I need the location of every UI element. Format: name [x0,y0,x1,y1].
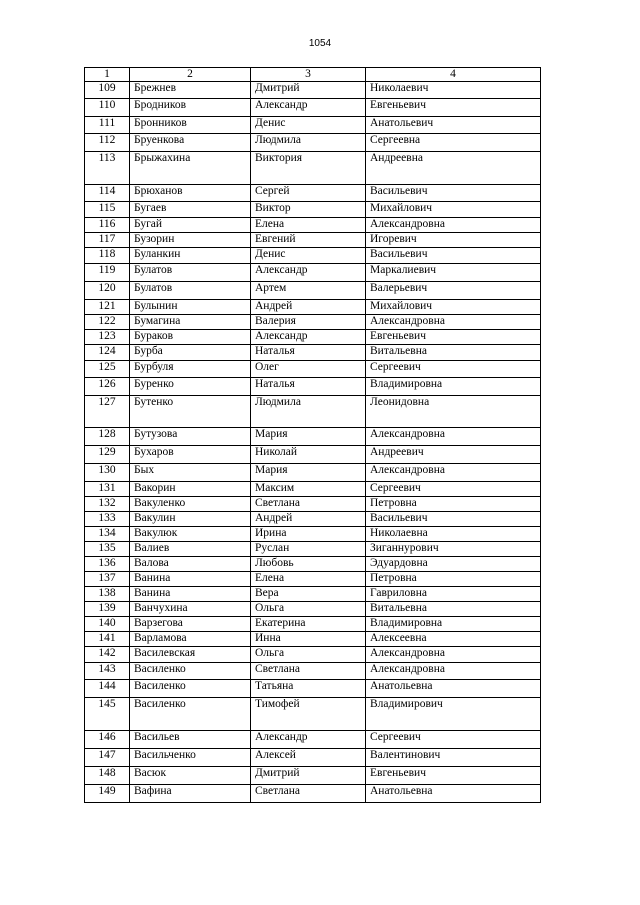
first-name-cell: Мария [251,464,366,482]
first-name-cell: Андрей [251,300,366,315]
patronymic-cell: Васильевич [366,512,541,527]
first-name-cell: Дмитрий [251,767,366,785]
table-row [85,330,541,345]
row-number: 110 [85,99,130,117]
patronymic-cell: Валерьевич [366,282,541,300]
first-name-cell: Ольга [251,602,366,617]
table-row [85,428,541,446]
surname-cell: Брежнев [130,82,251,99]
first-name-cell: Елена [251,572,366,587]
patronymic-cell: Александровна [366,647,541,663]
first-name-cell: Сергей [251,185,366,202]
patronymic-cell: Васильевич [366,248,541,264]
surname-cell: Булатов [130,264,251,282]
first-name-cell: Валерия [251,315,366,330]
surname-cell: Бураков [130,330,251,345]
row-number: 111 [85,117,130,134]
row-number: 145 [85,698,130,731]
surname-cell: Бурба [130,345,251,361]
patronymic-cell: Евгеньевич [366,330,541,345]
surname-cell: Бруенкова [130,134,251,152]
patronymic-cell: Анатольевич [366,117,541,134]
table-row [85,617,541,632]
first-name-cell: Любовь [251,557,366,572]
table-row [85,542,541,557]
surname-cell: Бронников [130,117,251,134]
patronymic-cell: Евгеньевич [366,99,541,117]
first-name-cell: Александр [251,731,366,749]
row-number: 141 [85,632,130,647]
patronymic-cell: Васильевич [366,185,541,202]
column-header-2: 2 [130,68,251,82]
table-row [85,482,541,497]
row-number: 137 [85,572,130,587]
first-name-cell: Инна [251,632,366,647]
patronymic-cell: Леонидовна [366,396,541,428]
table-row [85,99,541,117]
surname-cell: Ванчухина [130,602,251,617]
first-name-cell: Олег [251,361,366,378]
column-header-3: 3 [251,68,366,82]
surname-cell: Вакулюк [130,527,251,542]
table-row [85,557,541,572]
table-row [85,698,541,731]
row-number: 139 [85,602,130,617]
table-row [85,632,541,647]
table-row [85,464,541,482]
first-name-cell: Мария [251,428,366,446]
first-name-cell: Тимофей [251,698,366,731]
row-number: 147 [85,749,130,767]
surname-cell: Бутузова [130,428,251,446]
row-number: 123 [85,330,130,345]
row-number: 130 [85,464,130,482]
patronymic-cell: Алексеевна [366,632,541,647]
surname-cell: Бузорин [130,233,251,248]
row-number: 125 [85,361,130,378]
surname-cell: Вакулин [130,512,251,527]
table-row [85,282,541,300]
surname-cell: Бродников [130,99,251,117]
row-number: 126 [85,378,130,396]
first-name-cell: Наталья [251,378,366,396]
row-number: 124 [85,345,130,361]
row-number: 143 [85,663,130,680]
table-row [85,396,541,428]
table-row [85,233,541,248]
patronymic-cell: Александровна [366,428,541,446]
first-name-cell: Людмила [251,134,366,152]
first-name-cell: Денис [251,117,366,134]
patronymic-cell: Александровна [366,218,541,233]
row-number: 142 [85,647,130,663]
table-row [85,767,541,785]
column-header-1: 1 [85,68,130,82]
first-name-cell: Евгений [251,233,366,248]
surname-cell: Васильченко [130,749,251,767]
patronymic-cell: Анатольевна [366,785,541,803]
patronymic-cell: Витальевна [366,602,541,617]
table-row [85,264,541,282]
patronymic-cell: Евгеньевич [366,767,541,785]
table-row [85,300,541,315]
surname-cell: Бутенко [130,396,251,428]
first-name-cell: Максим [251,482,366,497]
surname-cell: Брыжахина [130,152,251,185]
surname-cell: Вафина [130,785,251,803]
patronymic-cell: Михайлович [366,300,541,315]
first-name-cell: Дмитрий [251,82,366,99]
row-number: 119 [85,264,130,282]
surname-cell: Василенко [130,698,251,731]
column-number-row [85,68,541,82]
row-number: 132 [85,497,130,512]
patronymic-cell: Эдуардовна [366,557,541,572]
table-row [85,345,541,361]
table-row [85,647,541,663]
row-number: 127 [85,396,130,428]
surname-cell: Васильев [130,731,251,749]
surname-cell: Валова [130,557,251,572]
page-number: 1054 [308,38,332,49]
first-name-cell: Татьяна [251,680,366,698]
row-number: 135 [85,542,130,557]
patronymic-cell: Сергеевна [366,134,541,152]
table-row [85,134,541,152]
row-number: 144 [85,680,130,698]
surname-cell: Васюк [130,767,251,785]
table-row [85,152,541,185]
row-number: 136 [85,557,130,572]
surname-cell: Булатов [130,282,251,300]
row-number: 129 [85,446,130,464]
column-header-4: 4 [366,68,541,82]
row-number: 118 [85,248,130,264]
first-name-cell: Виктор [251,202,366,218]
table-row [85,361,541,378]
row-number: 140 [85,617,130,632]
row-number: 112 [85,134,130,152]
table-row [85,572,541,587]
surname-cell: Ванина [130,587,251,602]
patronymic-cell: Александровна [366,663,541,680]
first-name-cell: Ирина [251,527,366,542]
table-row [85,378,541,396]
surname-cell: Бугай [130,218,251,233]
first-name-cell: Руслан [251,542,366,557]
patronymic-cell: Анатольевна [366,680,541,698]
patronymic-cell: Сергеевич [366,482,541,497]
first-name-cell: Екатерина [251,617,366,632]
patronymic-cell: Сергеевич [366,361,541,378]
first-name-cell: Андрей [251,512,366,527]
patronymic-cell: Петровна [366,572,541,587]
surname-cell: Бугаев [130,202,251,218]
registry-table [84,67,541,803]
first-name-cell: Елена [251,218,366,233]
surname-cell: Варзегова [130,617,251,632]
first-name-cell: Александр [251,99,366,117]
table-row [85,117,541,134]
row-number: 133 [85,512,130,527]
surname-cell: Бых [130,464,251,482]
patronymic-cell: Зиганнурович [366,542,541,557]
surname-cell: Бумагина [130,315,251,330]
table-row [85,185,541,202]
row-number: 148 [85,767,130,785]
surname-cell: Валиев [130,542,251,557]
patronymic-cell: Андреевна [366,152,541,185]
table-row [85,680,541,698]
surname-cell: Вакорин [130,482,251,497]
table-row [85,315,541,330]
row-number: 138 [85,587,130,602]
patronymic-cell: Валентинович [366,749,541,767]
row-number: 134 [85,527,130,542]
registry-rows [85,82,541,803]
surname-cell: Василенко [130,663,251,680]
patronymic-cell: Владимировна [366,378,541,396]
first-name-cell: Артем [251,282,366,300]
first-name-cell: Светлана [251,497,366,512]
row-number: 116 [85,218,130,233]
first-name-cell: Алексей [251,749,366,767]
patronymic-cell: Александровна [366,315,541,330]
first-name-cell: Александр [251,264,366,282]
row-number: 117 [85,233,130,248]
patronymic-cell: Витальевна [366,345,541,361]
patronymic-cell: Петровна [366,497,541,512]
patronymic-cell: Владимирович [366,698,541,731]
table-row [85,248,541,264]
first-name-cell: Наталья [251,345,366,361]
patronymic-cell: Александровна [366,464,541,482]
patronymic-cell: Владимировна [366,617,541,632]
row-number: 128 [85,428,130,446]
table-row [85,587,541,602]
row-number: 120 [85,282,130,300]
row-number: 109 [85,82,130,99]
table-row [85,663,541,680]
table-row [85,731,541,749]
table-row [85,202,541,218]
table-row [85,82,541,99]
first-name-cell: Людмила [251,396,366,428]
surname-cell: Буренко [130,378,251,396]
first-name-cell: Ольга [251,647,366,663]
table-row [85,785,541,803]
first-name-cell: Николай [251,446,366,464]
first-name-cell: Александр [251,330,366,345]
surname-cell: Ванина [130,572,251,587]
surname-cell: Варламова [130,632,251,647]
table-row [85,497,541,512]
table-row [85,749,541,767]
table-row [85,527,541,542]
first-name-cell: Светлана [251,663,366,680]
row-number: 146 [85,731,130,749]
surname-cell: Вакуленко [130,497,251,512]
surname-cell: Василенко [130,680,251,698]
row-number: 149 [85,785,130,803]
surname-cell: Бурбуля [130,361,251,378]
row-number: 121 [85,300,130,315]
row-number: 115 [85,202,130,218]
patronymic-cell: Маркалиевич [366,264,541,282]
first-name-cell: Вера [251,587,366,602]
row-number: 113 [85,152,130,185]
patronymic-cell: Сергеевич [366,731,541,749]
surname-cell: Василевская [130,647,251,663]
surname-cell: Буланкин [130,248,251,264]
row-number: 122 [85,315,130,330]
patronymic-cell: Николаевич [366,82,541,99]
patronymic-cell: Андреевич [366,446,541,464]
first-name-cell: Светлана [251,785,366,803]
table-row [85,446,541,464]
first-name-cell: Виктория [251,152,366,185]
patronymic-cell: Николаевна [366,527,541,542]
table-row [85,602,541,617]
surname-cell: Брюханов [130,185,251,202]
first-name-cell: Денис [251,248,366,264]
row-number: 131 [85,482,130,497]
patronymic-cell: Игоревич [366,233,541,248]
table-row [85,218,541,233]
patronymic-cell: Михайлович [366,202,541,218]
surname-cell: Бухаров [130,446,251,464]
surname-cell: Булынин [130,300,251,315]
patronymic-cell: Гавриловна [366,587,541,602]
table-row [85,512,541,527]
row-number: 114 [85,185,130,202]
